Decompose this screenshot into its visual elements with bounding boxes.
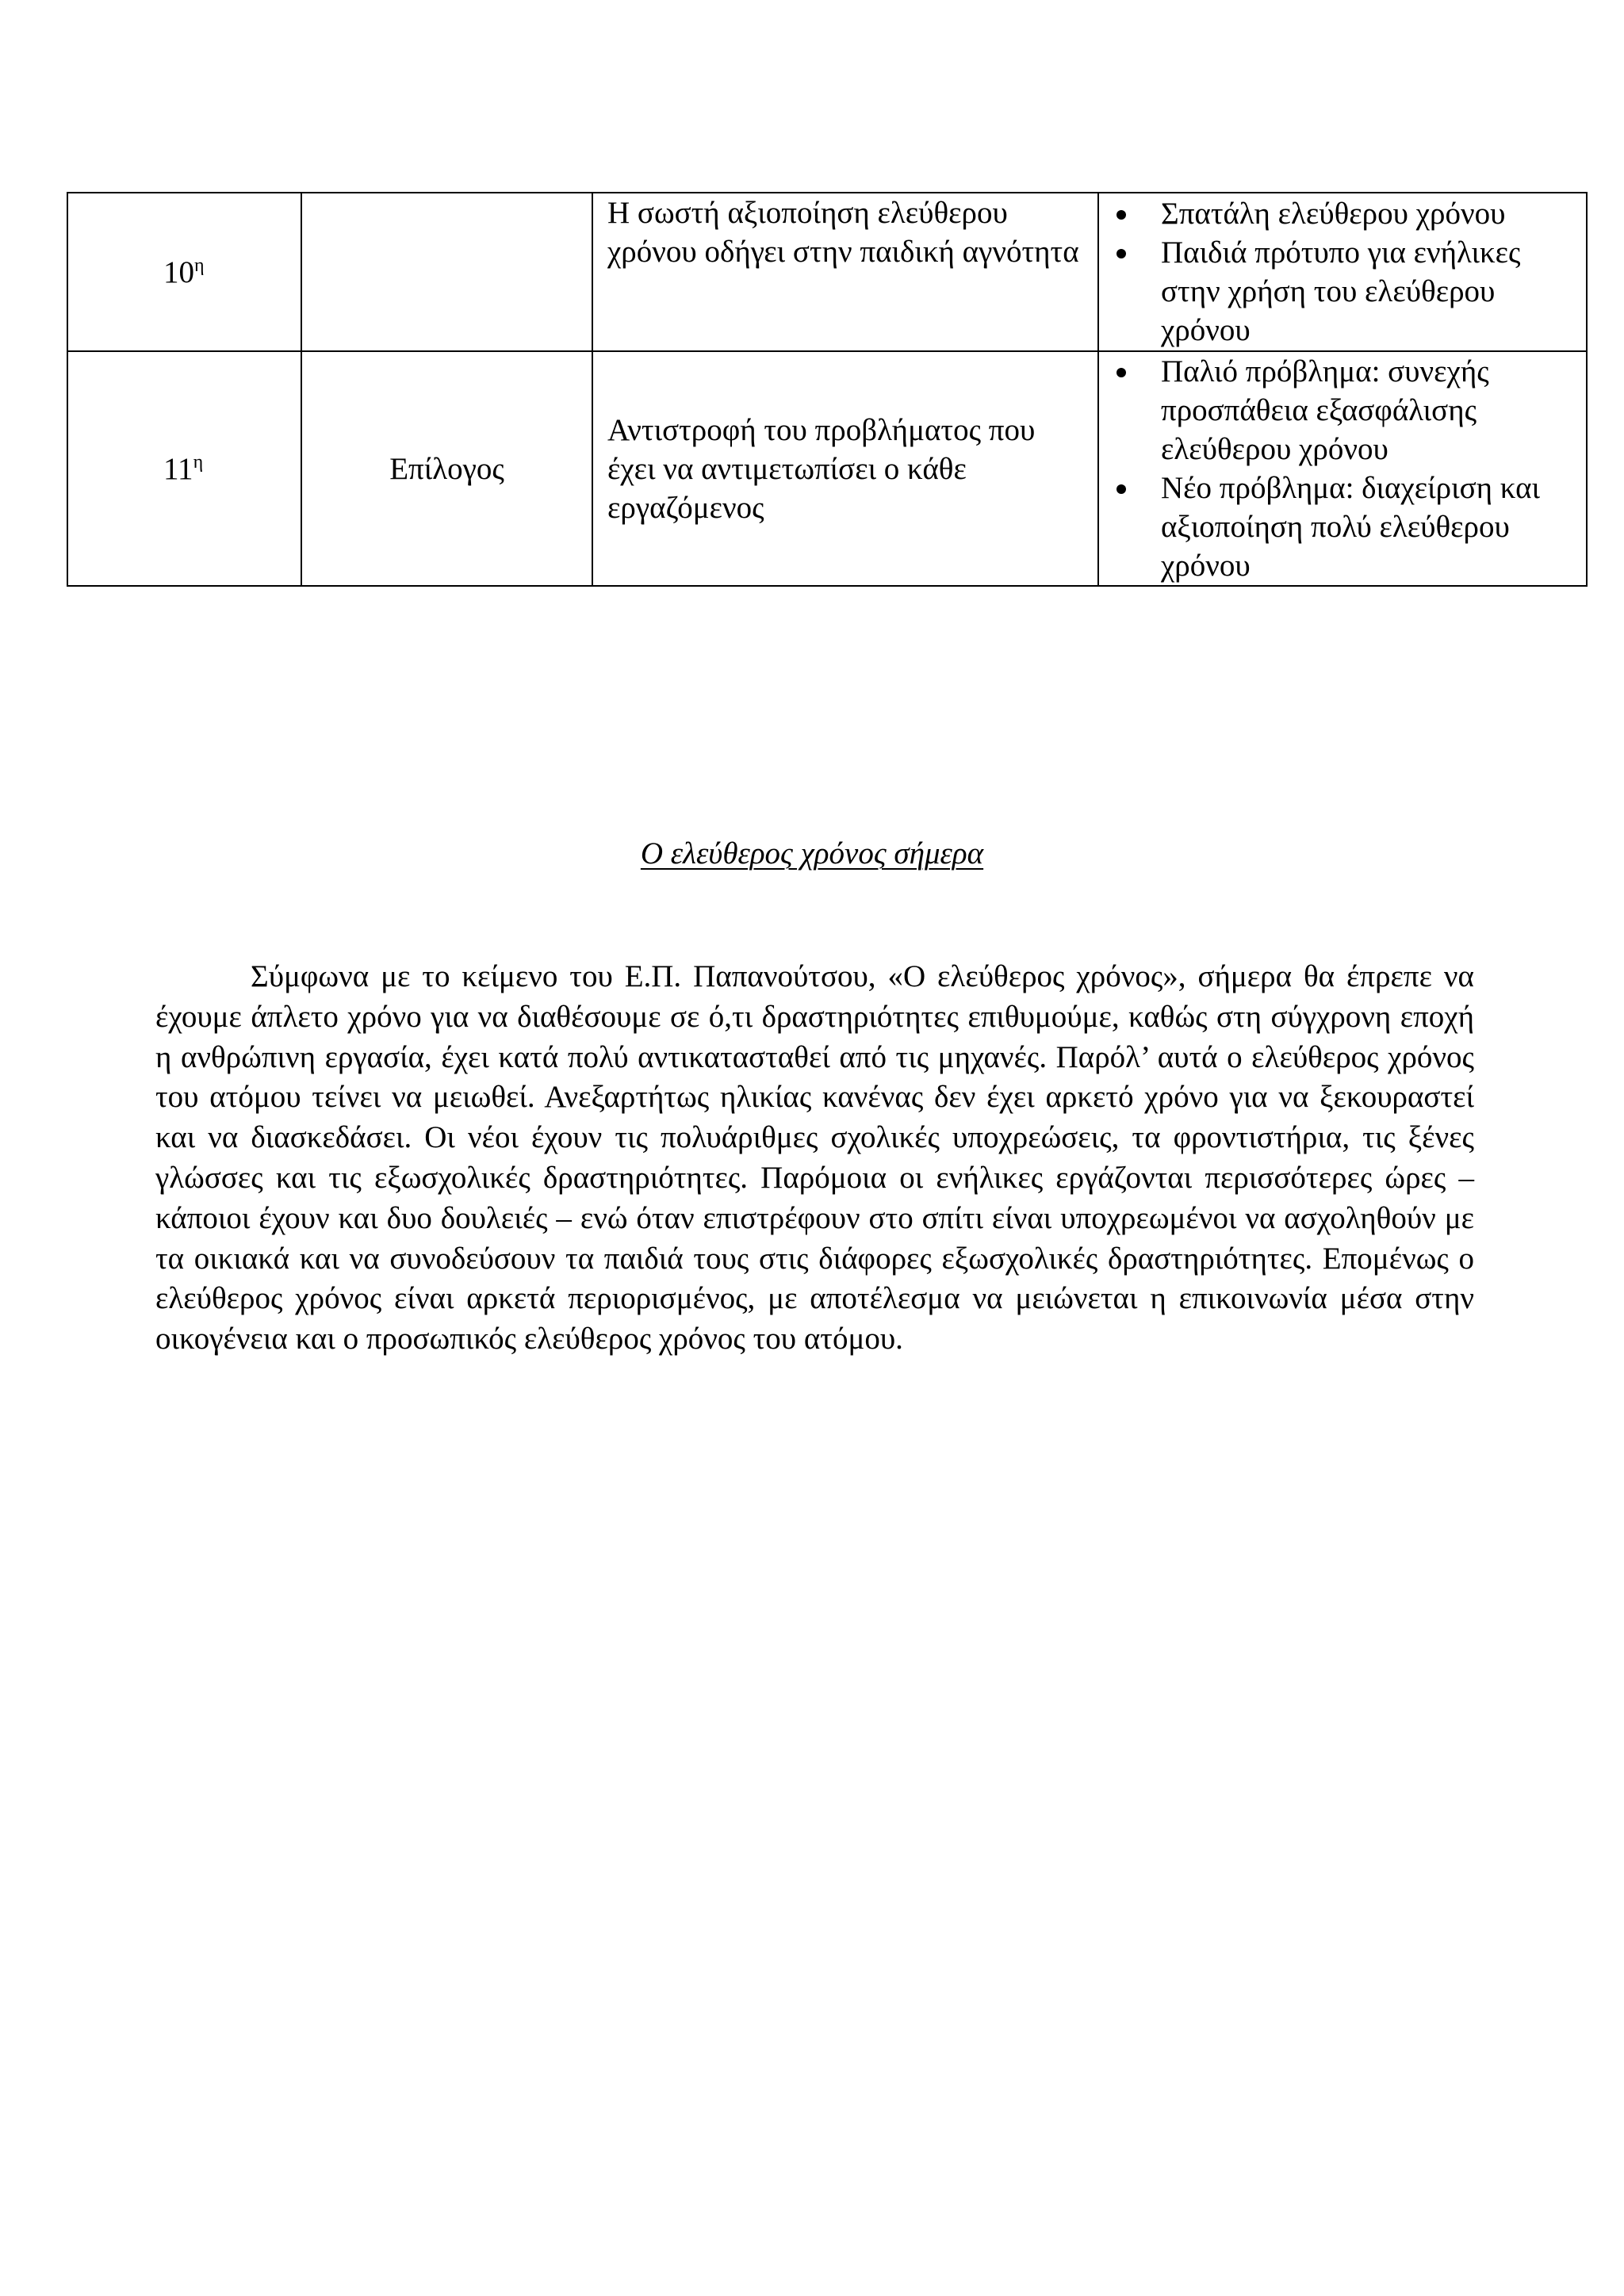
arguments-cell: [1098, 193, 1587, 351]
paragraph-number-cell: [67, 351, 301, 586]
argument-bullet: Παιδιά πρότυπο για ενήλικες στην χρήση του ελεύθερου χρόνου: [1099, 233, 1581, 350]
essay-title: Ο ελεύθερος χρόνος σήμερα: [640, 836, 984, 871]
essay-outline-table: [67, 192, 1588, 587]
paragraph-number: 11: [163, 451, 193, 486]
ordinal-suffix: η: [194, 254, 205, 276]
section-cell: [301, 193, 592, 351]
table-row: [67, 351, 1587, 586]
paragraph-number-cell: [67, 193, 301, 351]
argument-bullet: Νέο πρόβλημα: διαχείριση και αξιοποίηση πολύ ελεύθερου χρόνου: [1099, 469, 1581, 585]
table-row: [67, 193, 1587, 351]
arguments-list: [1099, 352, 1586, 585]
paragraph-number: 10: [163, 254, 194, 289]
argument-bullet: Παλιό πρόβλημα: συνεχής προσπάθεια εξασφάλισης ελεύθερου χρόνου: [1099, 352, 1581, 469]
arguments-cell: [1098, 351, 1587, 586]
essay-paragraph: Σύμφωνα με το κείμενο του Ε.Π. Παπανούτσου, «Ο ελεύθερος χρόνος», σήμερα θα έπρεπε να έχουμε άπλετο χρόνο για να διαθέσουμε σε ό,τι δραστηριότητες επιθυμούμε, καθώς στη σύγχρονη εποχή η ανθρώπινη εργασία, έχει κατά πολύ αντικατασταθεί από τις μηχανές. Παρόλ’ αυτά ο ελεύθερος χρόνος του ατόμου τείνει να μειωθεί. Ανεξαρτήτως ηλικίας κανένας δεν έχει αρκετό χρόνο για να ξεκουραστεί και να διασκεδάσει. Οι νέοι έχουν τις πολυάριθμες σχολικές υποχρεώσεις, τα φροντιστήρια, τις ξένες γλώσσες και τις εξωσχολικές δραστηριότητες. Παρόμοια οι ενήλικες εργάζονται περισσότερες ώρες – κάποιοι έχουν και δυο δουλειές – ενώ όταν επιστρέφουν στο σπίτι είναι υποχρεωμένοι να ασχοληθούν με τα οικιακά και να συνοδεύσουν τα παιδιά τους στις διάφορες εξωσχολικές δραστηριότητες. Επομένως ο ελεύθερος χρόνος είναι αρκετά περιορισμένος, με αποτέλεσμα να μειώνεται η επικοινωνία μέσα στην οικογένεια και ο προσωπικός ελεύθερος χρόνος του ατόμου.: [155, 959, 1474, 1357]
thesis-cell: Αντιστροφή του προβλήματος που έχει να αντιμετωπίσει ο κάθε εργαζόμενος: [592, 351, 1098, 586]
arguments-list: [1099, 194, 1586, 350]
ordinal-suffix: η: [193, 451, 204, 473]
section-cell: Επίλογος: [301, 351, 592, 586]
thesis-cell: Η σωστή αξιοποίηση ελεύθερου χρόνου οδήγει στην παιδική αγνότητα: [592, 193, 1098, 351]
argument-bullet: Σπατάλη ελεύθερου χρόνου: [1099, 194, 1581, 233]
